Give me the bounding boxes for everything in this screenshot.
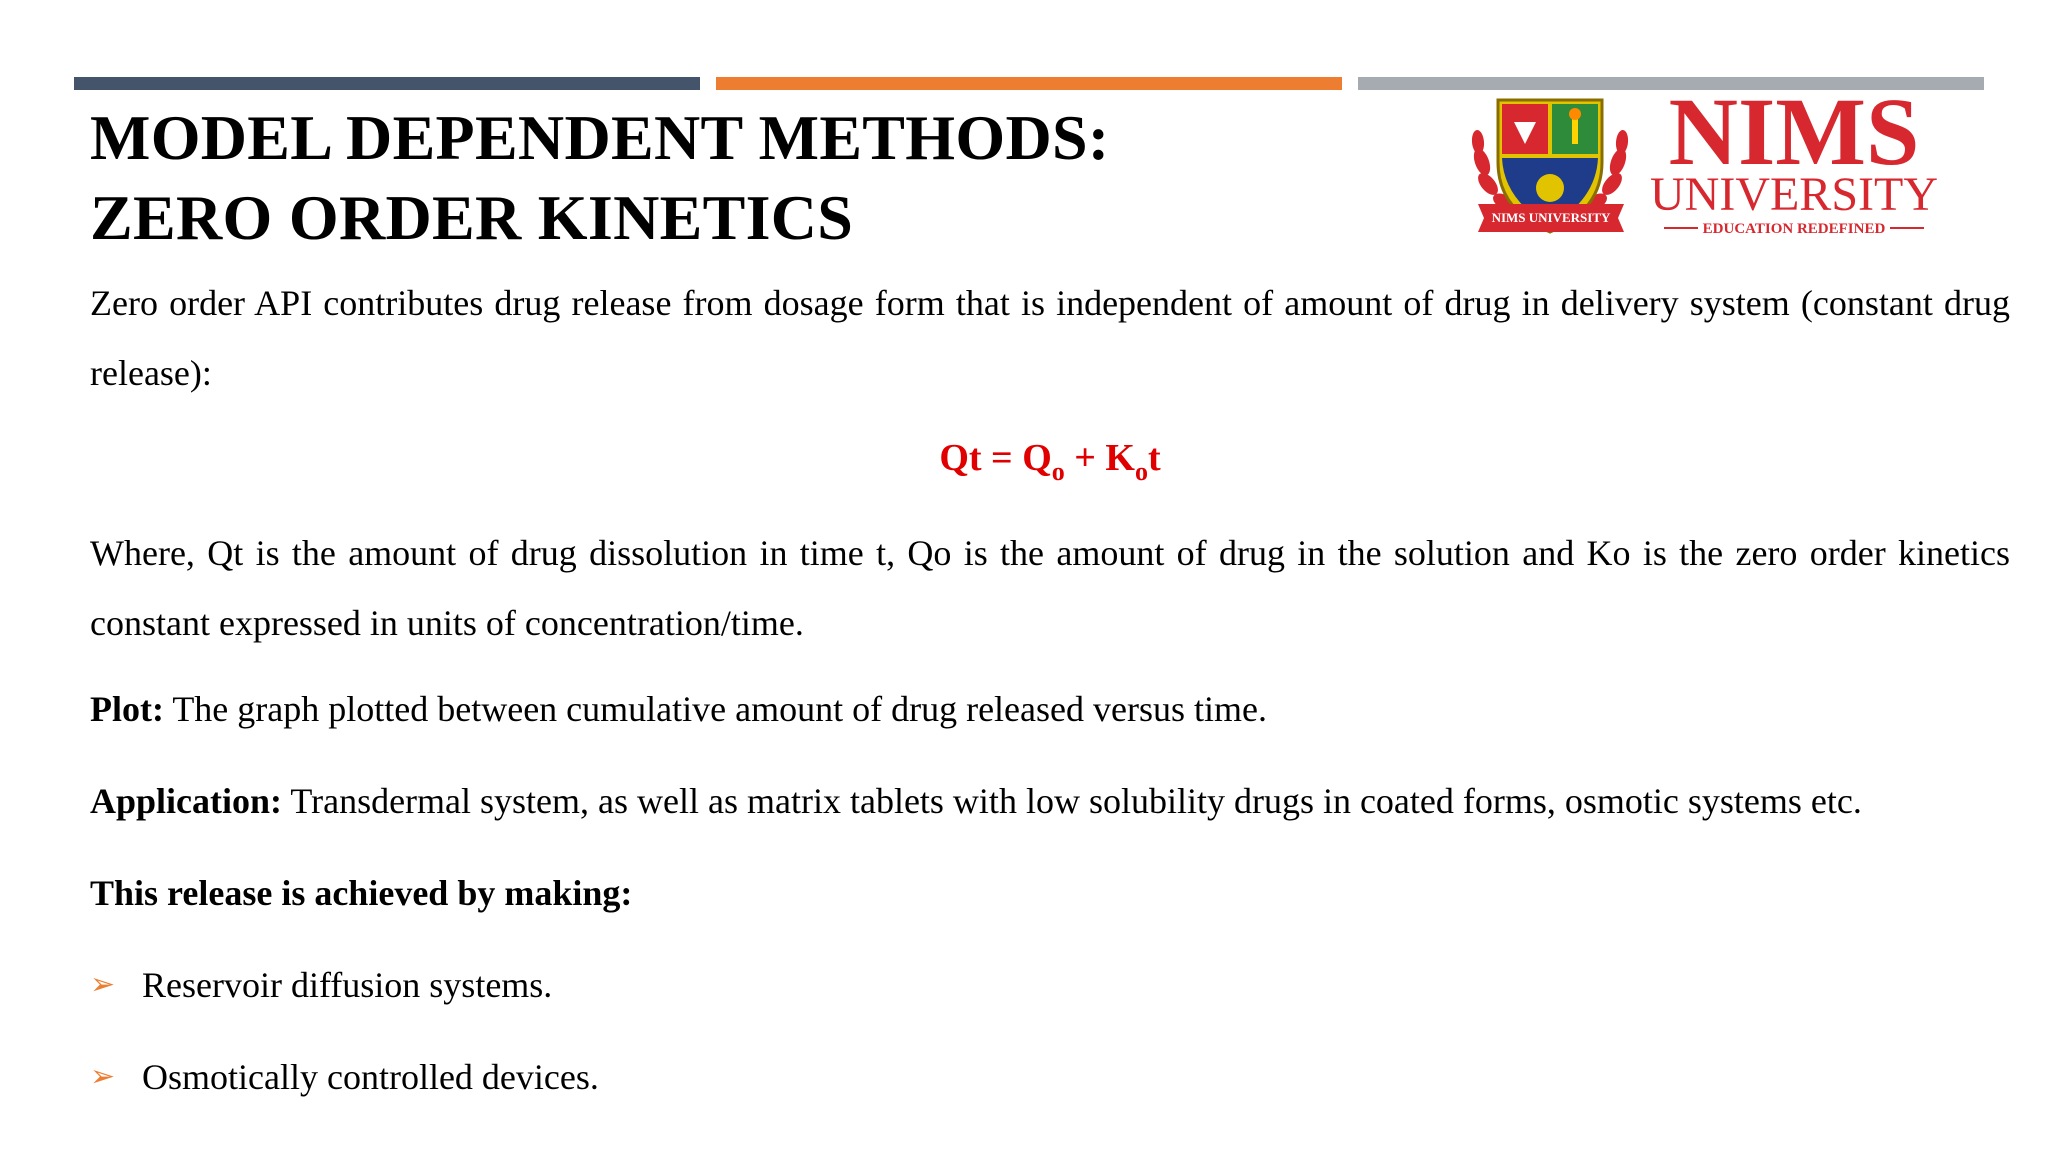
- intro-paragraph: Zero order API contributes drug release from dosage form that is independent of amount of drug in delivery system (constant drug release):: [90, 283, 2010, 393]
- nims-university-logo: [1468, 92, 1988, 246]
- formula-part-2: + K: [1064, 437, 1135, 479]
- formula-part-1: Qt = Q: [939, 437, 1052, 479]
- logo-name: NIMS: [1668, 92, 1920, 185]
- accent-bar-gray: [1358, 77, 1984, 90]
- arrow-bullet-icon: ➢: [90, 967, 116, 1002]
- ribbon-text: NIMS UNIVERSITY: [1491, 210, 1611, 225]
- bullet-text: Reservoir diffusion systems.: [142, 965, 553, 1005]
- accent-bar-dark: [74, 77, 700, 90]
- zero-order-formula: [90, 428, 2010, 502]
- arrow-bullet-icon: ➢: [90, 1059, 116, 1094]
- plot-label: Plot:: [90, 689, 164, 729]
- plot-text: The graph plotted between cumulative amount of drug released versus time.: [163, 689, 1267, 729]
- logo-subtitle: UNIVERSITY: [1650, 168, 1938, 221]
- application-label: Application:: [90, 781, 283, 821]
- formula-subscript-1: o: [1051, 457, 1065, 486]
- slide-title-line-2: ZERO ORDER KINETICS: [90, 182, 854, 253]
- slide-title: [90, 98, 1109, 258]
- formula-subscript-2: o: [1135, 457, 1148, 486]
- bullet-text: Osmotically controlled devices.: [142, 1057, 599, 1097]
- application-paragraph: [90, 766, 2048, 836]
- formula-part-3: t: [1148, 437, 1161, 479]
- ribbon-banner: [1478, 204, 1624, 232]
- where-paragraph: Where, Qt is the amount of drug dissolution in time t, Qo is the amount of drug in the solution and Ko is the zero order kinetics constant expressed in units of concentration/time.: [90, 533, 2010, 643]
- plot-paragraph: [90, 674, 2010, 744]
- slide-title-line-1: MODEL DEPENDENT METHODS:: [90, 102, 1110, 173]
- logo-tagline: EDUCATION REDEFINED: [1702, 221, 1886, 237]
- application-text: Transdermal system, as well as matrix tablets with low solubility drugs in coated forms, osmotic systems etc.: [282, 781, 1862, 821]
- list-item: [90, 1042, 2010, 1134]
- achieved-heading: This release is achieved by making:: [90, 873, 633, 913]
- bullet-list: [90, 950, 2010, 1134]
- accent-bar-orange: [716, 77, 1342, 90]
- list-item: [90, 950, 2010, 1042]
